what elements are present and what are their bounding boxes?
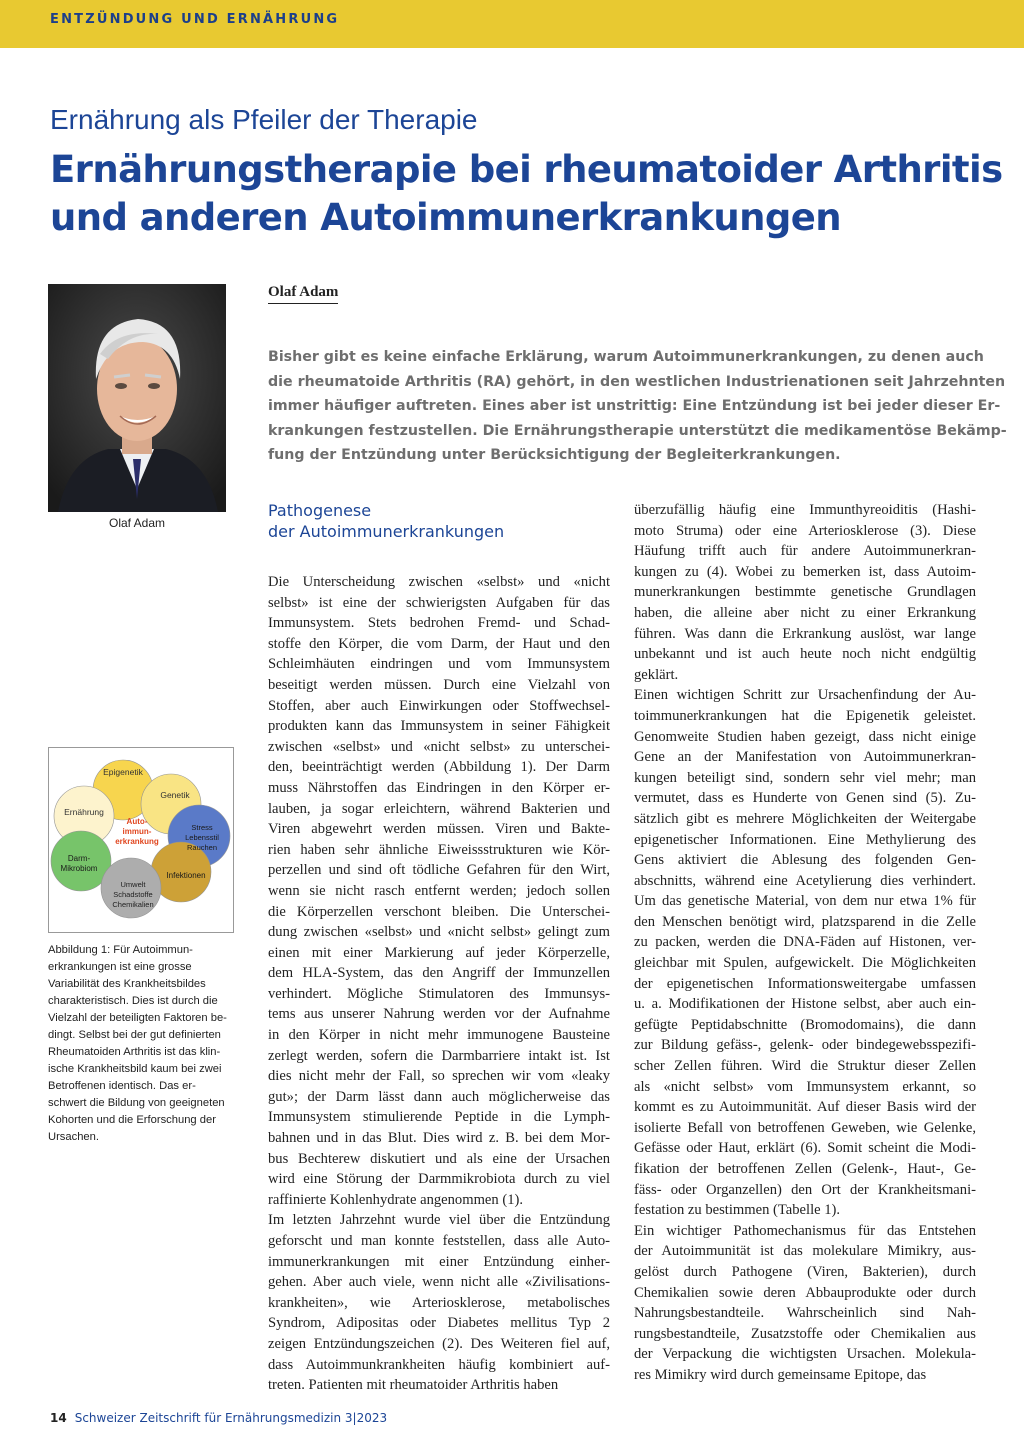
- figure-1-caption: [48, 942, 238, 1146]
- caption-line: ische Krankheitsbild kaum bei zwei: [48, 1063, 222, 1075]
- body-line: toimmunerkrankungen hat die Epigenetik geleistet.: [634, 707, 976, 724]
- body-line: den, beeinträchtigt werden (Abbildung 1). Der Darm: [268, 759, 610, 776]
- label-stress-1: Stress: [191, 823, 213, 832]
- lead-line: krankungen festzustellen. Die Ernährungstherapie unterstützt die medikamentöse Bekämp-: [268, 422, 1007, 439]
- body-line: scher Zellen führen. Wird die Struktur dieser Zellen: [634, 1058, 976, 1075]
- caption-line: charakteristisch. Dies ist durch die: [48, 995, 218, 1007]
- label-ernaehrung: Ernährung: [64, 807, 104, 817]
- body-line: Die Unterscheidung zwischen «selbst» und «nicht: [268, 574, 610, 590]
- label-darm-2: Mikrobiom: [60, 864, 98, 873]
- body-line: festation zu bestimmen (Tabelle 1).: [634, 1202, 841, 1219]
- body-line: zeigen Entzündungszeichen (2). Des Weiteren fiel auf,: [268, 1335, 610, 1352]
- body-line: geklärt.: [634, 666, 679, 683]
- photo-caption: Olaf Adam: [108, 516, 166, 530]
- body-line: abschnitts, während eine Acetylierung dies verhindert.: [634, 872, 976, 889]
- label-darm-1: Darm-: [67, 854, 91, 863]
- section-label: ENTZÜNDUNG UND ERNÄHRUNG: [50, 12, 340, 27]
- body-line: dies nicht mehr der Fall, so sprechen wir vom «leaky: [268, 1068, 610, 1085]
- body-line: überzufällig häufig eine Immunthyreoiditis (Hashi-: [634, 502, 976, 518]
- body-line: moto Struma) oder eine Arteriosklerose (3). Diese: [634, 522, 976, 539]
- body-line: sätzlich gibt es mehrere Möglichkeiten der Weitergabe: [634, 810, 976, 827]
- page-number: 14: [50, 1411, 67, 1425]
- lead-line: fung der Entzündung unter Berücksichtigung der Begleiterkrankungen.: [268, 447, 841, 463]
- body-line: verhindert. Mögliche Stimulatoren des Immunsys-: [268, 985, 610, 1002]
- body-line: tems aus unserer Nahrung werden vor der Aufnahme: [268, 1006, 610, 1023]
- article-title: [50, 146, 1010, 242]
- caption-line: Kohorten und die Erforschung der: [48, 1114, 216, 1126]
- lead-paragraph: [268, 345, 1007, 468]
- label-epigenetik: Epigenetik: [103, 767, 143, 777]
- caption-line: dingt. Selbst bei der gut definierten: [48, 1029, 221, 1041]
- lead-line: Bisher gibt es keine einfache Erklärung, warum Autoimmunerkrankungen, zu denen auch: [268, 349, 984, 365]
- caption-line: Vielzahl der beteiligten Faktoren be-: [48, 1012, 227, 1024]
- label-stress-2: Lebensstil: [185, 833, 219, 842]
- body-line: gut»; der Darm lässt dann auch möglicherweise das: [268, 1088, 610, 1105]
- body-line: dung zwischen «selbst» und «nicht selbst» gelingt zum: [268, 924, 610, 941]
- text-column-left: [268, 500, 610, 1396]
- caption-line: Ursachen.: [48, 1131, 99, 1143]
- body-line: Um das genetische Material, von dem nur etwa 1% für: [634, 893, 976, 910]
- body-line: führen. Was dann die Erkrankung auslöst, war lange: [634, 625, 976, 642]
- heading-line: Pathogenese: [268, 501, 372, 520]
- body-line: selbst» ist eine der schwierigsten Aufgaben für das: [268, 594, 610, 611]
- body-line: res Mimikry wird durch gemeinsame Epitope, das: [634, 1366, 927, 1383]
- heading-line: der Autoimmunerkrankungen: [268, 522, 505, 541]
- lead-line: immer häufiger auftreten. Eines aber ist unstrittig: Eine Entzündung ist bei jeder dieser Er-: [268, 398, 1001, 414]
- body-line: zerlegt werden, sofern die Darmbarriere intakt ist. Ist: [268, 1047, 610, 1064]
- body-line: stoffe den Körper, die vom Darm, der Haut und den: [268, 635, 610, 652]
- body-line: dass Autoimmunkrankheiten häufig kombiniert auf-: [268, 1356, 610, 1373]
- body-line: muss Nährstoffen das Eindringen in den Körper er-: [268, 779, 610, 796]
- body-line: kungen zu (4). Wobei zu bemerken ist, dass Autoim-: [634, 563, 976, 580]
- body-line: epigenetischer Informationen. Eine Methylierung des: [634, 831, 976, 848]
- label-genetik: Genetik: [160, 790, 190, 800]
- label-center-1: Auto-: [126, 817, 148, 826]
- caption-line: Variabilität des Krankheitsbildes: [48, 978, 206, 990]
- body-line: wird eine Störung der Darmmikrobiota durch zu viel: [268, 1171, 610, 1188]
- body-line: wenn sie nicht rasch entfernt werden; jedoch sollen: [268, 882, 610, 899]
- caption-line: schwert die Bildung von geeigneten: [48, 1097, 225, 1109]
- body-line: Genomweite Studien haben gezeigt, dass nicht einige: [634, 728, 976, 745]
- section-banner: [0, 0, 1024, 48]
- title-line: Ernährungstherapie bei rheumatoider Arthritis: [50, 148, 1003, 191]
- label-umwelt-1: Umwelt: [120, 880, 146, 889]
- body-line: rien haben sehr ähnliche Eiweissstrukturen wie Kör-: [268, 841, 610, 858]
- body-line: beseitigt werden müssen. Durch eine Vielzahl von: [268, 676, 610, 693]
- body-line: der Autoimmunität ist das molekulare Mimikry, aus-: [634, 1243, 976, 1260]
- body-line: gefügte Peptidabschnitte (Bromodomains), die dann: [634, 1016, 976, 1033]
- caption-line: erkrankungen ist eine grosse: [48, 961, 192, 973]
- body-line: treten. Patienten mit rheumatoider Arthritis haben: [268, 1377, 559, 1394]
- body-line: Nahrungsbestandteile. Wahrscheinlich sind Nah-: [634, 1305, 976, 1322]
- body-line: gehen. Aber auch viele, wenn nicht alle «Zivilisations-: [268, 1274, 610, 1291]
- caption-line: Abbildung 1: Für Autoimmun-: [48, 944, 193, 956]
- body-line: Schleimhäuten eindringen und vom Immunsystem: [268, 656, 610, 673]
- caption-line: Betroffenen identisch. Das er-: [48, 1080, 196, 1092]
- body-line: Gens aktiviert die Ablesung des folgenden Gen-: [634, 852, 976, 869]
- body-line: gelöst durch Pathogene (Viren, Bakterien), durch: [634, 1263, 976, 1280]
- body-line: Einen wichtigen Schritt zur Ursachenfindung der Au-: [634, 687, 976, 704]
- body-line: krankheiten», wie Arteriosklerose, metabolisches: [268, 1294, 610, 1311]
- body-line: perzellen und sind oft tödliche Gefahren für den Wirt,: [268, 862, 610, 879]
- body-line: Immunsystem. Stets bedrohen Fremd- und Schad-: [268, 615, 610, 632]
- body-line: in den Körper in nicht mehr immunogene Bausteine: [268, 1027, 610, 1044]
- author-name: Olaf Adam: [268, 284, 338, 304]
- body-line: Stoffen, aber auch Einwirkungen oder Stoffwechsel-: [268, 697, 610, 714]
- label-umwelt-2: Schadstoffe: [113, 890, 153, 899]
- body-line: zur Bildung gefäss-, gelenk- oder bindegewebsspezifi-: [634, 1037, 976, 1054]
- body-line: munerkrankungen bestimmte genetische Grundlagen: [634, 584, 976, 601]
- body-line: isolierte Befall von betroffenen Geweben, wie Gelenke,: [634, 1119, 976, 1136]
- body-line: den Menschen benötigt wird, platzsparend in die Zelle: [634, 913, 976, 930]
- article-kicker: Ernährung als Pfeiler der Therapie: [50, 104, 478, 135]
- label-center-3: erkrankung: [115, 837, 159, 846]
- body-line: raffinierte Kohlenhydrate angenommen (1).: [268, 1191, 524, 1208]
- body-line: Gene an der Manifestation von Autoimmunerkran-: [634, 749, 976, 766]
- body-line: haben, die alleine aber nicht zu einer Erkrankung: [634, 604, 976, 621]
- section-heading: [268, 500, 610, 542]
- body-line: dem HLA-System, das den Angriff der Immunzellen: [268, 965, 610, 982]
- text-column-right: [634, 500, 976, 1386]
- body-line: Ein wichtiger Pathomechanismus für das Entstehen: [634, 1222, 976, 1239]
- body-line: produkten kann das Immunsystem in seiner Fähigkeit: [268, 718, 610, 735]
- factor-venn-diagram: [49, 748, 233, 932]
- body-line: zwischen «selbst» und «nicht selbst» zu unterschei-: [268, 738, 610, 755]
- body-line: kommt es zu Autoimmunität. Auf dieser Basis wird der: [634, 1099, 976, 1116]
- author-photo: [48, 284, 226, 512]
- body-line: der Verpackung die wichtigsten Ursachen. Molekula-: [634, 1346, 976, 1363]
- body-line: rungsbestandteile, Zusatzstoffe oder Chemikalien aus: [634, 1325, 976, 1342]
- body-line: als «nicht selbst» vom Immunsystem erkannt, so: [634, 1078, 976, 1095]
- caption-line: Rheumatoiden Arthritis ist das klin-: [48, 1046, 221, 1058]
- body-line: einen mit einer Markierung auf jeder Körperzelle,: [268, 944, 610, 961]
- label-umwelt-3: Chemikalien: [112, 900, 154, 909]
- lead-line: die rheumatoide Arthritis (RA) gehört, in den westlichen Industrienationen seit Jahrzehnten: [268, 373, 1006, 390]
- body-line: geforscht und man konnte feststellen, dass alle Auto-: [268, 1233, 610, 1249]
- title-line: und anderen Autoimmunerkrankungen: [50, 196, 841, 239]
- body-line: u. a. Modifikationen der Histone selbst, aber auch ein-: [634, 996, 976, 1013]
- body-line: lauben, ja sogar erleichtern, während Bakterien und: [268, 800, 610, 817]
- body-line: bus Bechterew diskutiert und als eine der Ursachen: [268, 1150, 610, 1167]
- body-line: fäss- oder Organzellen) den Ort der Krankheitsmani-: [634, 1181, 976, 1198]
- page-footer: [50, 1411, 387, 1425]
- body-text-right: [634, 500, 976, 1386]
- figure-1-diagram: [48, 747, 234, 933]
- journal-name: Schweizer Zeitschrift für Ernährungsmedizin 3|2023: [74, 1411, 388, 1425]
- body-line: Viren abgewehrt werden müssen. Viren und Bakte-: [268, 821, 610, 838]
- body-text-left: [268, 572, 610, 1396]
- body-line: unbekannt und ist auch heute noch nicht endgültig: [634, 646, 976, 663]
- label-infektionen: Infektionen: [166, 871, 206, 880]
- body-line: bahnen und in das Blut. Dies wird z. B. bei dem Mor-: [268, 1130, 610, 1147]
- body-line: kungen beteiligt sind, sondern sehr viel mehr; man: [634, 769, 976, 786]
- body-line: Syndrom, Adipositas oder Diabetes mellitus Typ 2: [268, 1315, 610, 1332]
- body-line: Im letzten Jahrzehnt wurde viel über die Entzündung: [268, 1212, 610, 1229]
- body-line: zu packen, werden die DNA-Fäden auf Histonen, ver-: [634, 934, 976, 951]
- body-line: immunerkrankungen mit einer Entzündung einher-: [268, 1253, 610, 1270]
- author-portrait-illustration: [48, 284, 226, 512]
- body-line: Chemikalien sowie deren Abbauprodukte oder durch: [634, 1284, 976, 1301]
- body-line: fikation der betroffenen Zellen (Gelenk-, Haut-, Ge-: [634, 1161, 976, 1177]
- body-line: Gefässe oder Haut, erklärt (6). Somit scheint die Modi-: [634, 1140, 976, 1157]
- body-line: Häufung trifft auch für andere Autoimmunerkran-: [634, 543, 976, 560]
- body-line: die Körperzellen verschont bleiben. Die Unterschei-: [268, 903, 610, 920]
- body-line: Immunsystem stimulierende Peptide in die Lymph-: [268, 1109, 610, 1126]
- body-line: vermutet, dass es Hunderte von Genen sind (5). Zu-: [634, 790, 976, 807]
- label-center-2: immun-: [122, 827, 152, 836]
- body-line: der epigenetischen Informationsweitergabe umfassen: [634, 975, 976, 992]
- body-line: gleichbar mit Spulen, aufgewickelt. Die Möglichkeiten: [634, 955, 976, 972]
- label-stress-3: Rauchen: [186, 843, 218, 852]
